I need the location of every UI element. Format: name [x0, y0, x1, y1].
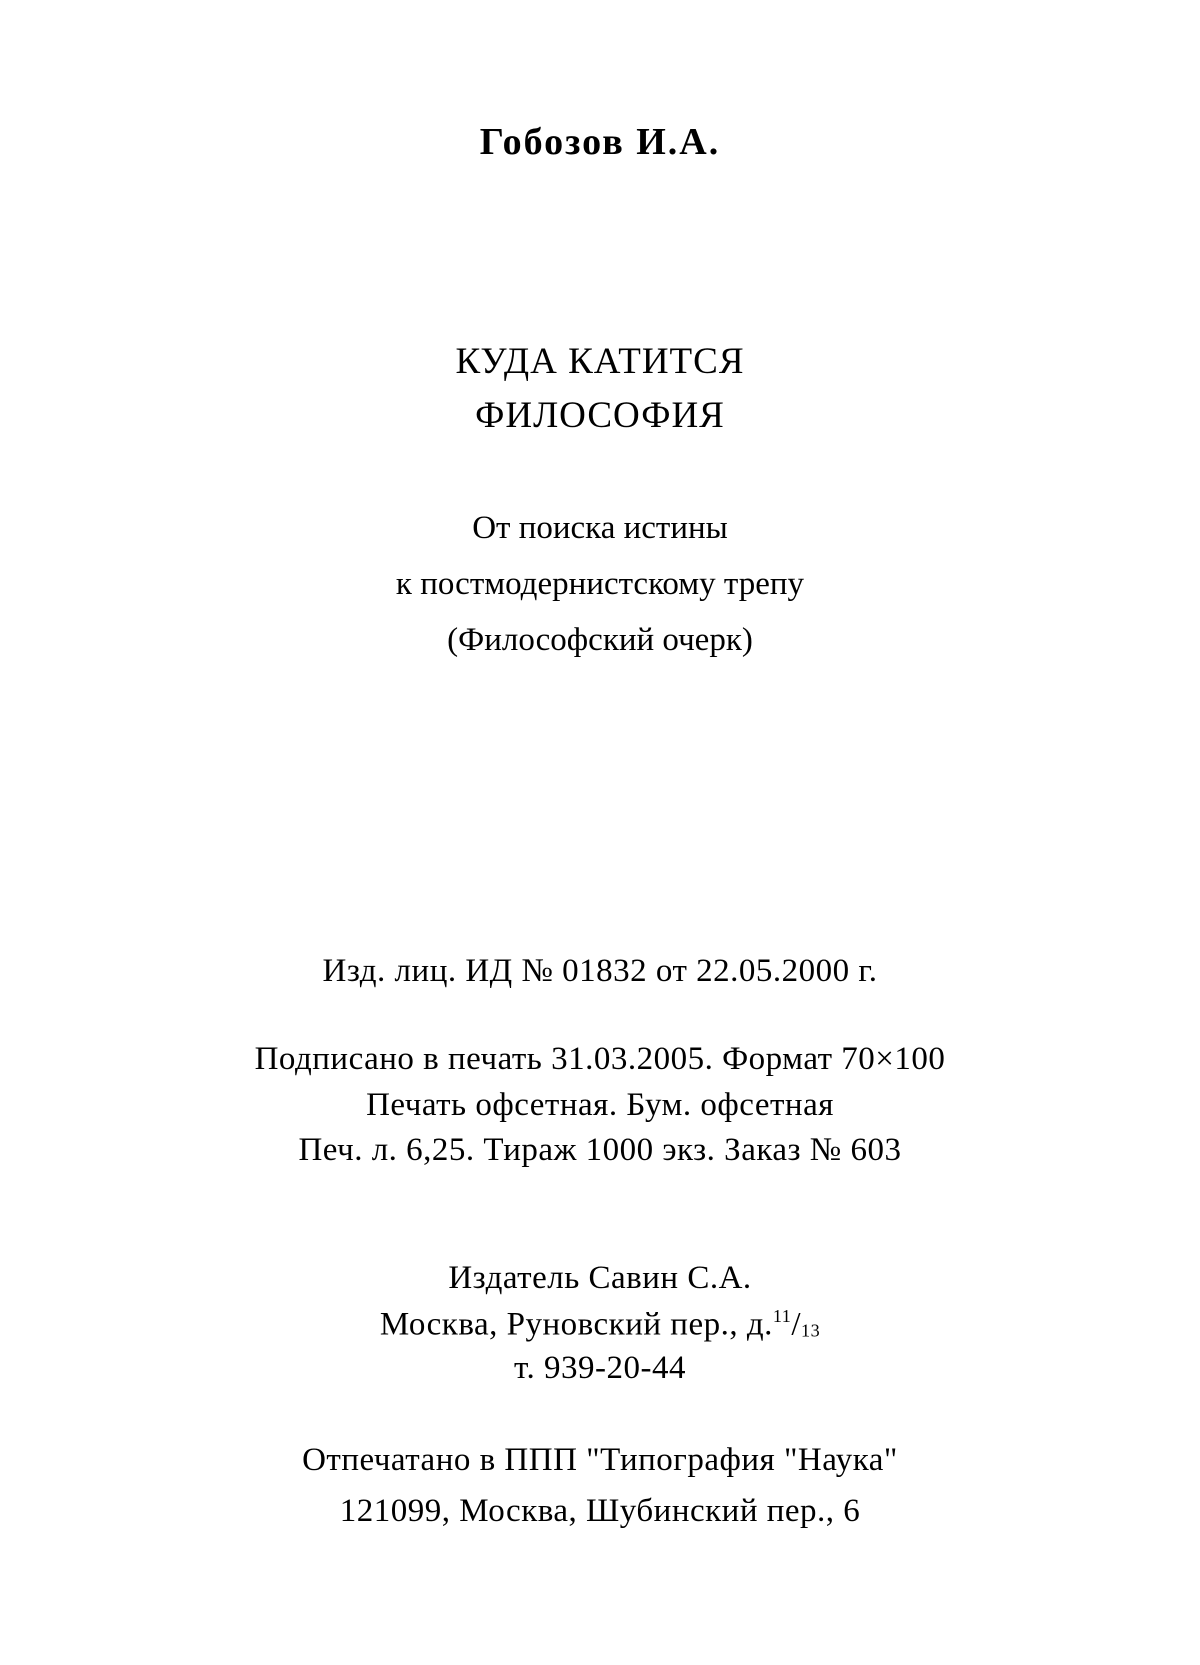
print-info-line-2: Печать офсетная. Бум. офсетная: [366, 1087, 834, 1123]
subtitle-line-2: к постмодернистскому трепу: [395, 566, 805, 602]
publishing-license: Изд. лиц. ИД № 01832 от 22.05.2000 г.: [322, 953, 878, 989]
house-number-denominator: 13: [801, 1320, 821, 1341]
house-number-numerator: 11: [772, 1306, 792, 1326]
publisher-address-text: Москва, Руновский пер., д.: [379, 1306, 773, 1343]
house-number-slash: /: [791, 1306, 802, 1343]
author-name: Гобозов И.А.: [479, 121, 721, 163]
book-title-line-2: ФИЛОСОФИЯ: [475, 395, 725, 436]
printer-line-1: Отпечатано в ППП "Типография "Наука": [302, 1442, 898, 1478]
book-title-line-1: КУДА КАТИТСЯ: [455, 341, 745, 382]
print-info-line-3: Печ. л. 6,25. Тираж 1000 экз. Заказ № 603: [298, 1132, 902, 1168]
subtitle-line-1: От поиска истины: [472, 510, 728, 546]
subtitle-line-3: (Философский очерк): [447, 622, 753, 658]
printer-line-2: 121099, Москва, Шубинский пер., 6: [339, 1493, 861, 1529]
publisher-phone: т. 939-20-44: [514, 1350, 686, 1386]
print-info-line-1: Подписано в печать 31.03.2005. Формат 70×100: [254, 1041, 946, 1077]
publisher-address: [0, 1307, 1200, 1342]
publisher-name: Издатель Савин С.А.: [448, 1260, 752, 1296]
